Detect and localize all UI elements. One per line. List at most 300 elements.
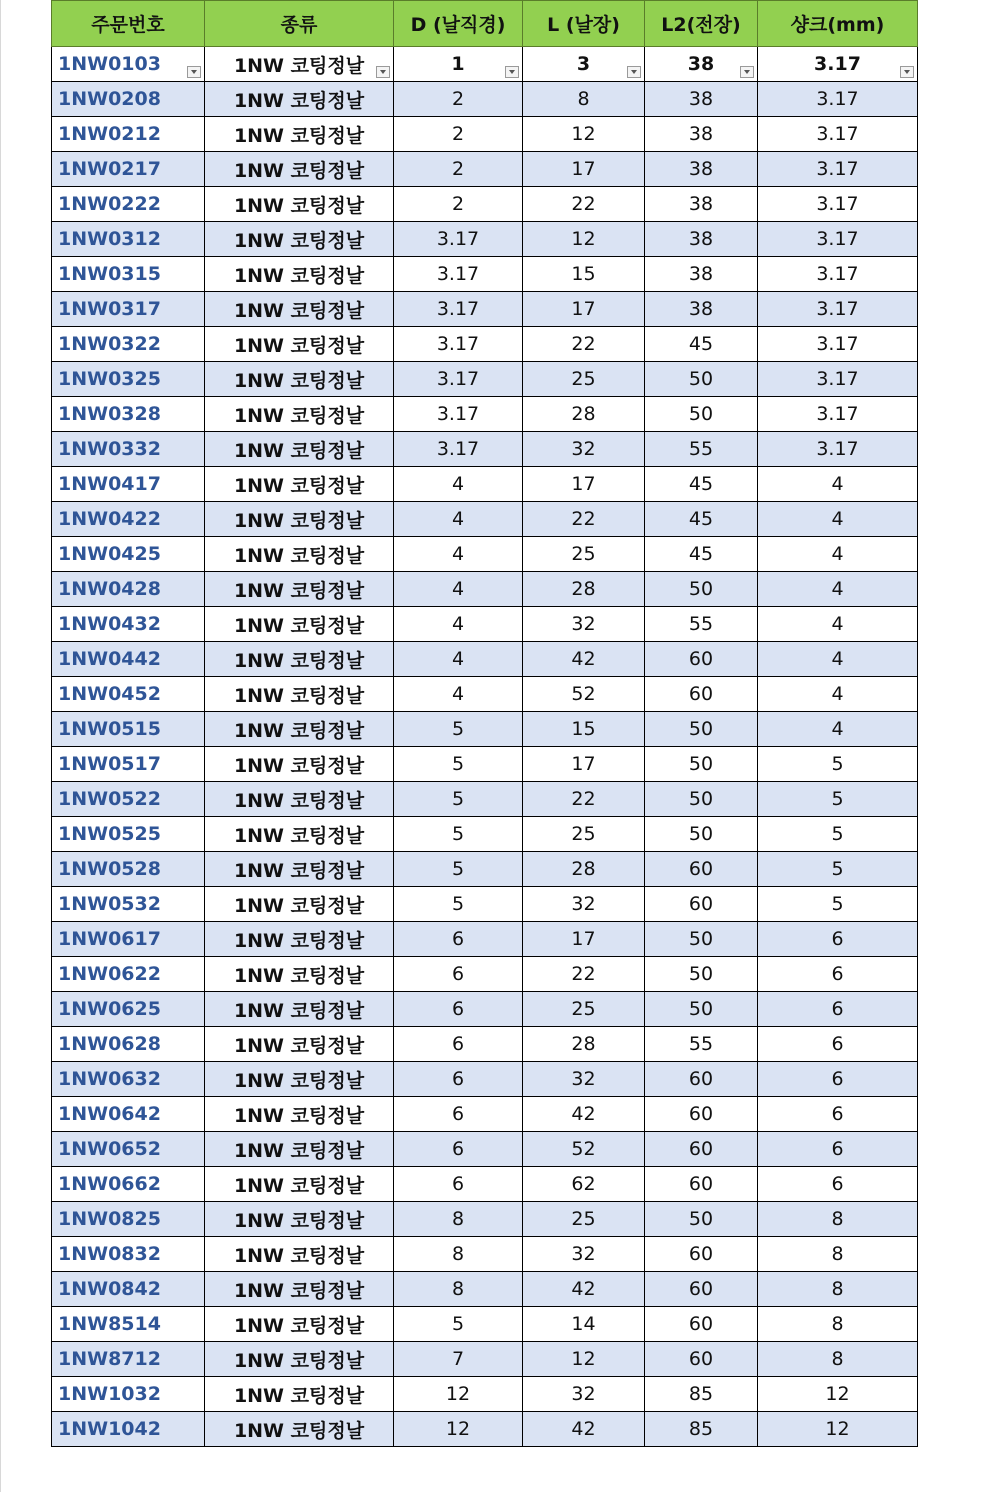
diameter-cell[interactable]: [394, 1132, 523, 1167]
total-length-cell[interactable]: [645, 432, 758, 467]
shank-cell[interactable]: [758, 1027, 918, 1062]
total-length-cell[interactable]: [645, 747, 758, 782]
diameter-cell[interactable]: [394, 992, 523, 1027]
cell-value: 5: [451, 858, 465, 880]
shank-cell[interactable]: [758, 887, 918, 922]
type-cell[interactable]: [205, 1342, 394, 1377]
total-length-cell[interactable]: [645, 712, 758, 747]
total-length-cell[interactable]: [645, 922, 758, 957]
type-cell[interactable]: [205, 1237, 394, 1272]
type-cell[interactable]: [205, 782, 394, 817]
total-length-cell[interactable]: [645, 362, 758, 397]
type-cell[interactable]: [205, 1412, 394, 1447]
diameter-cell[interactable]: [394, 397, 523, 432]
diameter-cell[interactable]: [394, 1202, 523, 1237]
order-number-cell[interactable]: [52, 782, 205, 817]
length-cell[interactable]: [523, 152, 645, 187]
length-cell[interactable]: [523, 642, 645, 677]
length-cell[interactable]: [523, 257, 645, 292]
shank-cell[interactable]: [758, 467, 918, 502]
length-cell[interactable]: [523, 817, 645, 852]
length-cell[interactable]: [523, 432, 645, 467]
order-number-cell[interactable]: [52, 117, 205, 152]
total-length-cell[interactable]: [645, 782, 758, 817]
total-length-cell[interactable]: [645, 1307, 758, 1342]
length-cell[interactable]: [523, 1097, 645, 1132]
header-diameter[interactable]: D (날직경): [394, 1, 523, 47]
length-cell[interactable]: [523, 467, 645, 502]
total-length-cell[interactable]: [645, 82, 758, 117]
type-cell[interactable]: [205, 607, 394, 642]
shank-cell[interactable]: [758, 607, 918, 642]
diameter-cell[interactable]: [394, 922, 523, 957]
shank-cell[interactable]: [758, 327, 918, 362]
type-cell[interactable]: [205, 257, 394, 292]
type-cell[interactable]: [205, 47, 394, 82]
total-length-cell[interactable]: [645, 817, 758, 852]
diameter-cell[interactable]: [394, 642, 523, 677]
type-cell[interactable]: [205, 502, 394, 537]
order-number-cell[interactable]: [52, 432, 205, 467]
diameter-cell[interactable]: [394, 957, 523, 992]
type-cell[interactable]: [205, 677, 394, 712]
type-cell[interactable]: [205, 187, 394, 222]
shank-cell[interactable]: [758, 1167, 918, 1202]
product-table: [51, 0, 918, 1447]
cell-value: 1NW 코팅정날: [233, 1279, 365, 1302]
header-shank[interactable]: 샹크(mm): [758, 1, 918, 47]
order-number-cell[interactable]: [52, 1202, 205, 1237]
diameter-cell[interactable]: [394, 117, 523, 152]
length-cell[interactable]: [523, 327, 645, 362]
diameter-cell[interactable]: [394, 47, 523, 82]
total-length-cell[interactable]: [645, 852, 758, 887]
cell-value: 2: [451, 158, 465, 180]
length-cell[interactable]: [523, 187, 645, 222]
type-cell[interactable]: [205, 642, 394, 677]
type-cell[interactable]: [205, 712, 394, 747]
cell-value: 38: [688, 158, 714, 180]
diameter-cell[interactable]: [394, 362, 523, 397]
total-length-cell[interactable]: [645, 1377, 758, 1412]
diameter-cell[interactable]: [394, 327, 523, 362]
diameter-cell[interactable]: [394, 222, 523, 257]
length-cell[interactable]: [523, 537, 645, 572]
diameter-cell[interactable]: [394, 1412, 523, 1447]
type-cell[interactable]: [205, 117, 394, 152]
order-number-cell[interactable]: [52, 1237, 205, 1272]
header-order-number[interactable]: 주문번호: [52, 1, 205, 47]
total-length-cell[interactable]: [645, 1342, 758, 1377]
type-cell[interactable]: [205, 1377, 394, 1412]
total-length-cell[interactable]: [645, 642, 758, 677]
cell-value: 45: [688, 333, 714, 355]
shank-cell[interactable]: [758, 222, 918, 257]
cell-value: 50: [688, 1208, 714, 1230]
shank-cell[interactable]: [758, 117, 918, 152]
filter-dropdown-icon[interactable]: [376, 66, 390, 78]
shank-cell[interactable]: [758, 257, 918, 292]
cell-value: 25: [571, 998, 596, 1020]
cell-value: 50: [688, 788, 714, 810]
table-row: [52, 782, 918, 817]
total-length-cell[interactable]: [645, 327, 758, 362]
cell-value: 1NW0212: [58, 123, 161, 145]
diameter-cell[interactable]: [394, 537, 523, 572]
type-cell[interactable]: [205, 1132, 394, 1167]
filter-dropdown-icon[interactable]: [740, 66, 754, 78]
cell-value: 12: [571, 228, 596, 250]
length-cell[interactable]: [523, 607, 645, 642]
diameter-cell[interactable]: [394, 1237, 523, 1272]
filter-dropdown-icon[interactable]: [900, 66, 914, 78]
cell-value: 5: [831, 893, 844, 915]
type-cell[interactable]: [205, 327, 394, 362]
shank-cell[interactable]: [758, 957, 918, 992]
cell-value: 1NW0322: [58, 333, 161, 355]
order-number-cell[interactable]: [52, 887, 205, 922]
shank-cell[interactable]: [758, 1342, 918, 1377]
length-cell[interactable]: [523, 852, 645, 887]
length-cell[interactable]: [523, 747, 645, 782]
order-number-cell[interactable]: [52, 1027, 205, 1062]
length-cell[interactable]: [523, 1272, 645, 1307]
cell-value: 1NW 코팅정날: [233, 1419, 365, 1442]
order-number-cell[interactable]: [52, 1342, 205, 1377]
length-cell[interactable]: [523, 117, 645, 152]
type-cell[interactable]: [205, 992, 394, 1027]
total-length-cell[interactable]: [645, 467, 758, 502]
length-cell[interactable]: [523, 782, 645, 817]
shank-cell[interactable]: [758, 1307, 918, 1342]
shank-cell[interactable]: [758, 712, 918, 747]
type-cell[interactable]: [205, 397, 394, 432]
order-number-cell[interactable]: [52, 712, 205, 747]
total-length-cell[interactable]: [645, 1027, 758, 1062]
order-number-cell[interactable]: [52, 82, 205, 117]
order-number-cell[interactable]: [52, 1272, 205, 1307]
table-row: [52, 1132, 918, 1167]
order-number-cell[interactable]: [52, 362, 205, 397]
cell-value: 1NW0662: [58, 1173, 161, 1195]
total-length-cell[interactable]: [645, 1167, 758, 1202]
shank-cell[interactable]: [758, 537, 918, 572]
cell-value: 1: [451, 53, 465, 75]
order-number-cell[interactable]: [52, 222, 205, 257]
cell-value: 32: [571, 893, 596, 915]
length-cell[interactable]: [523, 47, 645, 82]
type-cell[interactable]: [205, 852, 394, 887]
table-row: [52, 852, 918, 887]
length-cell[interactable]: [523, 1342, 645, 1377]
length-cell[interactable]: [523, 572, 645, 607]
length-cell[interactable]: [523, 922, 645, 957]
order-number-cell[interactable]: [52, 642, 205, 677]
type-cell[interactable]: [205, 432, 394, 467]
type-cell[interactable]: [205, 222, 394, 257]
total-length-cell[interactable]: [645, 887, 758, 922]
shank-cell[interactable]: [758, 1412, 918, 1447]
type-cell[interactable]: [205, 1307, 394, 1342]
shank-cell[interactable]: [758, 782, 918, 817]
cell-value: 60: [688, 1138, 714, 1160]
shank-cell[interactable]: [758, 397, 918, 432]
type-cell[interactable]: [205, 572, 394, 607]
shank-cell[interactable]: [758, 502, 918, 537]
type-cell[interactable]: [205, 362, 394, 397]
order-number-cell[interactable]: [52, 852, 205, 887]
type-cell[interactable]: [205, 82, 394, 117]
shank-cell[interactable]: [758, 677, 918, 712]
type-cell[interactable]: [205, 1097, 394, 1132]
diameter-cell[interactable]: [394, 152, 523, 187]
length-cell[interactable]: [523, 677, 645, 712]
cell-value: 1NW0625: [58, 998, 161, 1020]
order-number-cell[interactable]: [52, 257, 205, 292]
shank-cell[interactable]: [758, 292, 918, 327]
cell-value: 5: [831, 858, 844, 880]
order-number-cell[interactable]: [52, 922, 205, 957]
total-length-cell[interactable]: [645, 257, 758, 292]
length-cell[interactable]: [523, 222, 645, 257]
diameter-cell[interactable]: [394, 1167, 523, 1202]
shank-cell[interactable]: [758, 747, 918, 782]
type-cell[interactable]: [205, 292, 394, 327]
cell-value: 17: [571, 928, 596, 950]
type-cell[interactable]: [205, 817, 394, 852]
order-number-cell[interactable]: [52, 397, 205, 432]
diameter-cell[interactable]: [394, 712, 523, 747]
order-number-cell[interactable]: [52, 1307, 205, 1342]
length-cell[interactable]: [523, 1027, 645, 1062]
length-cell[interactable]: [523, 1202, 645, 1237]
length-cell[interactable]: [523, 712, 645, 747]
order-number-cell[interactable]: [52, 1377, 205, 1412]
type-cell[interactable]: [205, 922, 394, 957]
length-cell[interactable]: [523, 957, 645, 992]
cell-value: 3.17: [436, 403, 480, 425]
diameter-cell[interactable]: [394, 1062, 523, 1097]
cell-value: 3.17: [814, 53, 861, 75]
table-row: [52, 642, 918, 677]
total-length-cell[interactable]: [645, 1272, 758, 1307]
shank-cell[interactable]: [758, 152, 918, 187]
total-length-cell[interactable]: [645, 187, 758, 222]
shank-cell[interactable]: [758, 82, 918, 117]
shank-cell[interactable]: [758, 362, 918, 397]
shank-cell[interactable]: [758, 1097, 918, 1132]
type-cell[interactable]: [205, 1062, 394, 1097]
length-cell[interactable]: [523, 1167, 645, 1202]
diameter-cell[interactable]: [394, 887, 523, 922]
cell-value: 14: [571, 1313, 596, 1335]
order-number-cell[interactable]: [52, 47, 205, 82]
order-number-cell[interactable]: [52, 572, 205, 607]
length-cell[interactable]: [523, 1237, 645, 1272]
order-number-cell[interactable]: [52, 502, 205, 537]
shank-cell[interactable]: [758, 852, 918, 887]
type-cell[interactable]: [205, 152, 394, 187]
type-cell[interactable]: [205, 1202, 394, 1237]
shank-cell[interactable]: [758, 642, 918, 677]
type-cell[interactable]: [205, 467, 394, 502]
type-cell[interactable]: [205, 537, 394, 572]
cell-value: 12: [445, 1383, 471, 1405]
cell-value: 6: [831, 928, 844, 950]
diameter-cell[interactable]: [394, 1272, 523, 1307]
total-length-cell[interactable]: [645, 607, 758, 642]
shank-cell[interactable]: [758, 922, 918, 957]
cell-value: 1NW 코팅정날: [233, 999, 365, 1022]
type-cell[interactable]: [205, 747, 394, 782]
order-number-cell[interactable]: [52, 992, 205, 1027]
order-number-cell[interactable]: [52, 152, 205, 187]
type-cell[interactable]: [205, 1272, 394, 1307]
type-cell[interactable]: [205, 1027, 394, 1062]
type-cell[interactable]: [205, 887, 394, 922]
total-length-cell[interactable]: [645, 502, 758, 537]
diameter-cell[interactable]: [394, 572, 523, 607]
order-number-cell[interactable]: [52, 1412, 205, 1447]
shank-cell[interactable]: [758, 572, 918, 607]
diameter-cell[interactable]: [394, 502, 523, 537]
cell-value: 8: [451, 1208, 465, 1230]
cell-value: 50: [688, 823, 714, 845]
diameter-cell[interactable]: [394, 467, 523, 502]
total-length-cell[interactable]: [645, 292, 758, 327]
order-number-cell[interactable]: [52, 467, 205, 502]
total-length-cell[interactable]: [645, 222, 758, 257]
total-length-cell[interactable]: [645, 677, 758, 712]
diameter-cell[interactable]: [394, 1097, 523, 1132]
total-length-cell[interactable]: [645, 1202, 758, 1237]
diameter-cell[interactable]: [394, 747, 523, 782]
shank-cell[interactable]: [758, 1132, 918, 1167]
total-length-cell[interactable]: [645, 957, 758, 992]
cell-value: 60: [688, 1103, 714, 1125]
cell-value: 1NW 코팅정날: [233, 1384, 365, 1407]
filter-dropdown-icon[interactable]: [187, 66, 201, 78]
total-length-cell[interactable]: [645, 1132, 758, 1167]
order-number-cell[interactable]: [52, 1062, 205, 1097]
order-number-cell[interactable]: [52, 817, 205, 852]
diameter-cell[interactable]: [394, 187, 523, 222]
shank-cell[interactable]: [758, 432, 918, 467]
total-length-cell[interactable]: [645, 1237, 758, 1272]
diameter-cell[interactable]: [394, 432, 523, 467]
length-cell[interactable]: [523, 1062, 645, 1097]
cell-value: 3.17: [816, 193, 859, 215]
diameter-cell[interactable]: [394, 292, 523, 327]
length-cell[interactable]: [523, 1377, 645, 1412]
type-cell[interactable]: [205, 1167, 394, 1202]
length-cell[interactable]: [523, 992, 645, 1027]
cell-value: 1NW8712: [58, 1348, 161, 1370]
length-cell[interactable]: [523, 1307, 645, 1342]
shank-cell[interactable]: [758, 817, 918, 852]
shank-cell[interactable]: [758, 187, 918, 222]
diameter-cell[interactable]: [394, 782, 523, 817]
diameter-cell[interactable]: [394, 1027, 523, 1062]
shank-cell[interactable]: [758, 1237, 918, 1272]
length-cell[interactable]: [523, 887, 645, 922]
total-length-cell[interactable]: [645, 1097, 758, 1132]
cell-value: 8: [831, 1313, 844, 1335]
order-number-cell[interactable]: [52, 677, 205, 712]
order-number-cell[interactable]: [52, 327, 205, 362]
diameter-cell[interactable]: [394, 677, 523, 712]
cell-value: 38: [688, 193, 714, 215]
diameter-cell[interactable]: [394, 257, 523, 292]
total-length-cell[interactable]: [645, 992, 758, 1027]
shank-cell[interactable]: [758, 47, 918, 82]
cell-value: 1NW0332: [58, 438, 161, 460]
order-number-cell[interactable]: [52, 957, 205, 992]
order-number-cell[interactable]: [52, 292, 205, 327]
cell-value: 60: [688, 1348, 714, 1370]
length-cell[interactable]: [523, 502, 645, 537]
diameter-cell[interactable]: [394, 852, 523, 887]
diameter-cell[interactable]: [394, 1342, 523, 1377]
header-length[interactable]: L (날장): [523, 1, 645, 47]
header-type[interactable]: 종류: [205, 1, 394, 47]
shank-cell[interactable]: [758, 1272, 918, 1307]
length-cell[interactable]: [523, 397, 645, 432]
table-row: [52, 82, 918, 117]
length-cell[interactable]: [523, 82, 645, 117]
total-length-cell[interactable]: [645, 572, 758, 607]
total-length-cell[interactable]: [645, 397, 758, 432]
order-number-cell[interactable]: [52, 187, 205, 222]
diameter-cell[interactable]: [394, 1377, 523, 1412]
filter-dropdown-icon[interactable]: [505, 66, 519, 78]
order-number-cell[interactable]: [52, 1167, 205, 1202]
total-length-cell[interactable]: [645, 1062, 758, 1097]
total-length-cell[interactable]: [645, 47, 758, 82]
length-cell[interactable]: [523, 362, 645, 397]
length-cell[interactable]: [523, 1412, 645, 1447]
shank-cell[interactable]: [758, 1062, 918, 1097]
cell-value: 4: [831, 473, 844, 495]
length-cell[interactable]: [523, 292, 645, 327]
order-number-cell[interactable]: [52, 1097, 205, 1132]
shank-cell[interactable]: [758, 992, 918, 1027]
order-number-cell[interactable]: [52, 537, 205, 572]
cell-value: 8: [831, 1243, 844, 1265]
table-row: [52, 712, 918, 747]
order-number-cell[interactable]: [52, 1132, 205, 1167]
header-total-length[interactable]: L2(전장): [645, 1, 758, 47]
total-length-cell[interactable]: [645, 537, 758, 572]
total-length-cell[interactable]: [645, 117, 758, 152]
diameter-cell[interactable]: [394, 1307, 523, 1342]
total-length-cell[interactable]: [645, 1412, 758, 1447]
shank-cell[interactable]: [758, 1377, 918, 1412]
total-length-cell[interactable]: [645, 152, 758, 187]
shank-cell[interactable]: [758, 1202, 918, 1237]
diameter-cell[interactable]: [394, 607, 523, 642]
cell-value: 1NW8514: [58, 1313, 161, 1335]
length-cell[interactable]: [523, 1132, 645, 1167]
order-number-cell[interactable]: [52, 747, 205, 782]
diameter-cell[interactable]: [394, 82, 523, 117]
filter-dropdown-icon[interactable]: [627, 66, 641, 78]
order-number-cell[interactable]: [52, 607, 205, 642]
diameter-cell[interactable]: [394, 817, 523, 852]
cell-value: 60: [688, 1173, 714, 1195]
type-cell[interactable]: [205, 957, 394, 992]
cell-value: 25: [571, 543, 596, 565]
